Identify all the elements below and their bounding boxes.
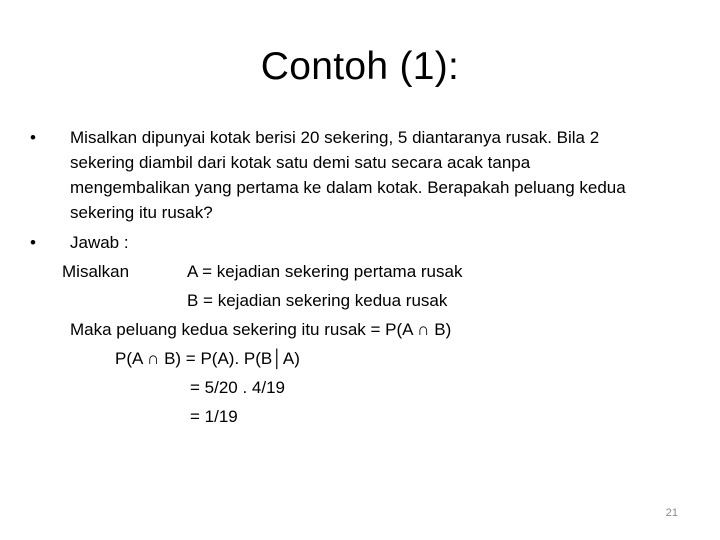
- calculation-step-1: = 5/20 . 4/19: [190, 378, 285, 397]
- bullet-point-icon: •: [30, 233, 36, 252]
- event-b-definition: B = kejadian sekering kedua rusak: [187, 291, 448, 310]
- slide-title: Contoh (1):: [260, 45, 460, 88]
- formula-line: P(A ∩ B) = P(A). P(B│A): [115, 349, 300, 368]
- answer-label: Jawab :: [70, 233, 129, 252]
- bullet-point-icon: •: [30, 128, 36, 147]
- calculation-step-2: = 1/19: [190, 407, 238, 426]
- event-a-definition: A = kejadian sekering pertama rusak: [187, 262, 463, 281]
- question-line-3: mengembalikan yang pertama ke dalam kotak. Berapakah peluang kedua: [70, 178, 626, 197]
- page-number: 21: [665, 507, 678, 519]
- question-line-2: sekering diambil dari kotak satu demi satu secara acak tanpa: [70, 153, 531, 172]
- question-line-1: Misalkan dipunyai kotak berisi 20 sekering, 5 diantaranya rusak. Bila 2: [70, 128, 600, 147]
- probability-statement: Maka peluang kedua sekering itu rusak = P(A ∩ B): [70, 320, 452, 339]
- misalkan-label: Misalkan: [62, 262, 130, 281]
- question-line-4: sekering itu rusak?: [70, 203, 213, 222]
